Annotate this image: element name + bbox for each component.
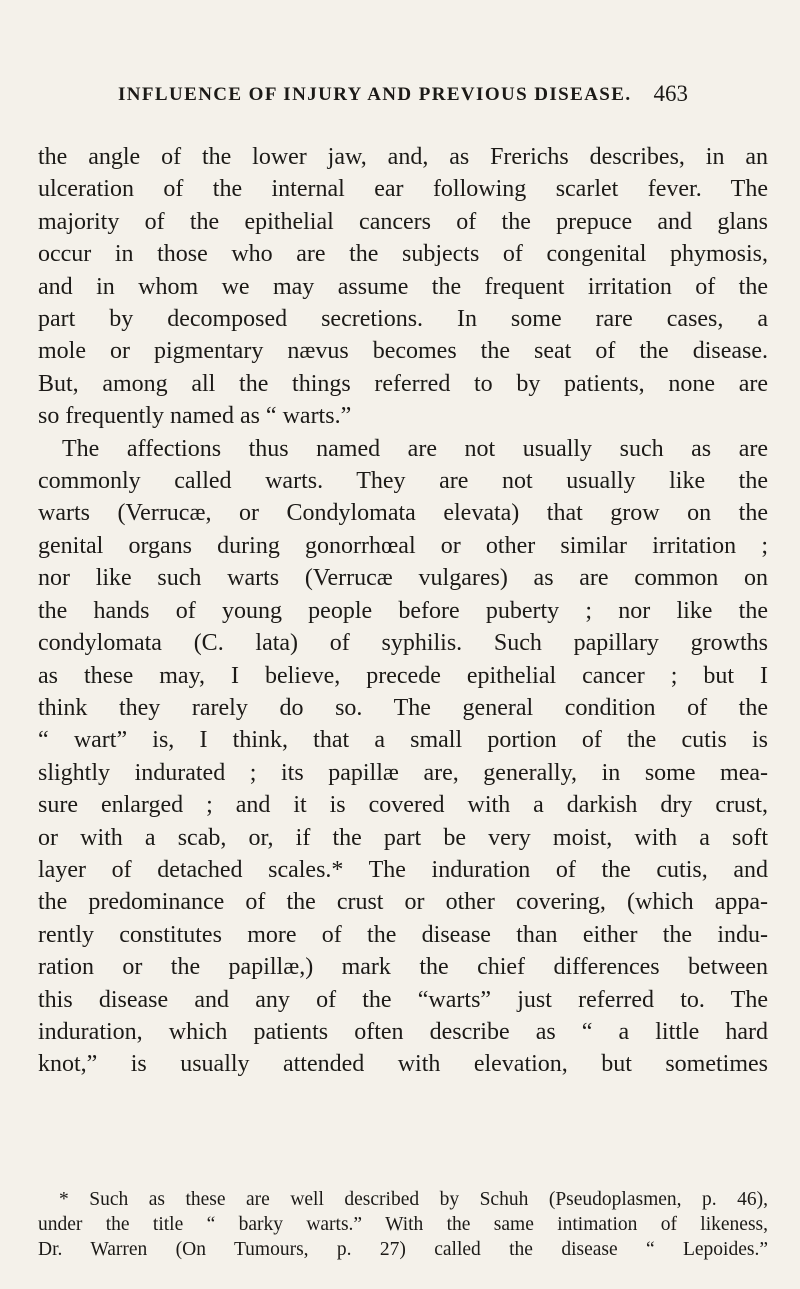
running-title: INFLUENCE OF INJURY AND PREVIOUS DISEASE. [118, 84, 632, 105]
body-line: majority of the epithelial cancers of the prepuce and glans [38, 208, 768, 235]
body-line: think they rarely do so. The general condition of the [38, 694, 768, 721]
body-line: But, among all the things referred to by patients, none are [38, 370, 768, 397]
body-line: sure enlarged ; and it is covered with a darkish dry crust, [38, 792, 768, 819]
body-line: “ wart” is, I think, that a small portion of the cutis is [38, 727, 768, 754]
body-line: induration, which patients often describe as “ a little hard [38, 1018, 768, 1045]
body-line: knot,” is usually attended with elevation, but sometimes [38, 1051, 768, 1078]
page-number: 463 [653, 81, 688, 106]
body-line: this disease and any of the “warts” just referred to. The [38, 986, 768, 1013]
running-header [118, 81, 688, 106]
body-line: The affections thus named are not usually such as are [62, 435, 768, 462]
body-line: ulceration of the internal ear following scarlet fever. The [38, 176, 768, 203]
body-line: and in whom we may assume the frequent irritation of the [38, 273, 768, 300]
body-line: warts (Verrucæ, or Condylomata elevata) that grow on the [38, 500, 768, 527]
body-line: mole or pigmentary nævus becomes the seat of the disease. [38, 338, 768, 365]
body-line: so frequently named as “ warts.” [38, 403, 352, 430]
body-line: the angle of the lower jaw, and, as Frerichs describes, in an [38, 144, 768, 170]
body-line: part by decomposed secretions. In some rare cases, a [38, 306, 768, 333]
footnote [38, 1188, 768, 1262]
footnote-line: under the title “ barky warts.” With the same intimation of likeness, [38, 1213, 768, 1235]
body-line: condylomata (C. lata) of syphilis. Such papillary growths [38, 630, 768, 657]
body-line: as these may, I believe, precede epithelial cancer ; but I [38, 662, 768, 689]
body-line: the hands of young people before puberty ; nor like the [38, 597, 768, 624]
body-text [38, 141, 768, 1081]
body-line: slightly indurated ; its papillæ are, generally, in some mea- [38, 759, 768, 786]
footnote-line: * Such as these are well described by Schuh (Pseudoplasmen, p. 46), [59, 1189, 768, 1210]
body-line: the predominance of the crust or other covering, (which appa- [38, 889, 768, 916]
body-line: layer of detached scales.* The induration of the cutis, and [38, 856, 768, 883]
body-line: or with a scab, or, if the part be very moist, with a soft [38, 824, 768, 851]
footnote-line: Dr. Warren (On Tumours, p. 27) called the disease “ Lepoides.” [38, 1238, 768, 1260]
body-line: commonly called warts. They are not usually like the [38, 468, 768, 495]
body-line: genital organs during gonorrhœal or other similar irritation ; [38, 532, 768, 559]
body-line: nor like such warts (Verrucæ vulgares) as are common on [38, 565, 768, 592]
body-line: rently constitutes more of the disease than either the indu- [38, 921, 768, 948]
body-line: ration or the papillæ,) mark the chief differences between [38, 954, 768, 981]
body-line: occur in those who are the subjects of congenital phymosis, [38, 241, 768, 268]
